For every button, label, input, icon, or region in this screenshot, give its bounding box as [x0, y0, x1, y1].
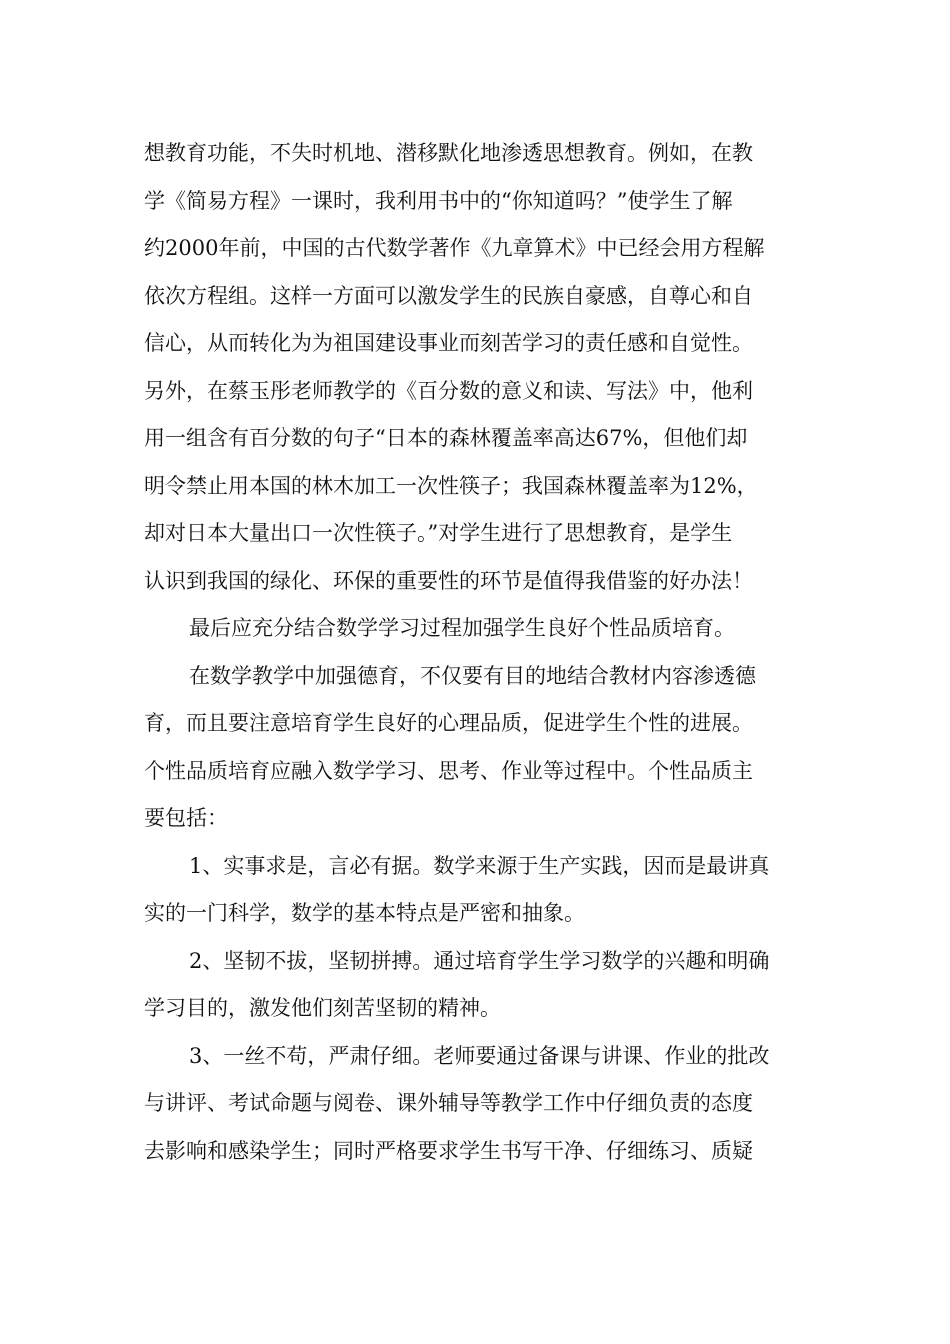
text-line: 2、坚韧不拔，坚韧拼搏。通过培育学生学习数学的兴趣和明确 — [189, 948, 770, 973]
text-line: 学《简易方程》一课时，我利用书中的“你知道吗？”使学生了解 — [144, 188, 733, 213]
text-line: 1、实事求是，言必有据。数学来源于生产实践，因而是最讲真 — [189, 853, 770, 878]
document-body — [144, 130, 824, 1175]
text-line: 在数学教学中加强德育，不仅要有目的地结合教材内容渗透德 — [189, 663, 756, 688]
text-line: 另外，在蔡玉彤老师教学的《百分数的意义和读、写法》中，他利 — [144, 378, 753, 403]
text-line: 与讲评、考试命题与阅卷、课外辅导等教学工作中仔细负责的态度 — [144, 1091, 753, 1115]
text-line: 用一组含有百分数的句子“日本的森林覆盖率高达67%，但他们却 — [144, 426, 748, 450]
text-line: 约2000年前，中国的古代数学著作《九章算术》中已经会用方程解 — [144, 236, 765, 260]
text-line: 学习目的，激发他们刻苦坚韧的精神。 — [144, 996, 501, 1020]
text-line: 要包括： — [144, 806, 228, 830]
text-line: 实的一门科学，数学的基本特点是严密和抽象。 — [144, 901, 585, 925]
text-line: 个性品质培育应融入数学学习、思考、作业等过程中。个性品质主 — [144, 758, 753, 783]
text-line: 想教育功能，不失时机地、潜移默化地渗透思想教育。例如，在教 — [144, 141, 753, 165]
text-line: 明令禁止用本国的林木加工一次性筷子；我国森林覆盖率为12%， — [144, 473, 758, 498]
text-line: 最后应充分结合数学学习过程加强学生良好个性品质培育。 — [189, 616, 735, 640]
text-line: 信心，从而转化为为祖国建设事业而刻苦学习的责任感和自觉性。 — [144, 331, 753, 355]
text-line: 认识到我国的绿化、环保的重要性的环节是值得我借鉴的好办法！ — [144, 568, 753, 593]
text-line: 依次方程组。这样一方面可以激发学生的民族自豪感，自尊心和自 — [144, 283, 753, 308]
text-line: 却对日本大量出口一次性筷子。”对学生进行了思想教育，是学生 — [144, 521, 733, 545]
text-line: 育，而且要注意培育学生良好的心理品质，促进学生个性的进展。 — [144, 711, 753, 735]
text-line: 3、一丝不苟，严肃仔细。老师要通过备课与讲课、作业的批改 — [189, 1043, 770, 1068]
text-line: 去影响和感染学生；同时严格要求学生书写干净、仔细练习、质疑 — [144, 1138, 753, 1163]
